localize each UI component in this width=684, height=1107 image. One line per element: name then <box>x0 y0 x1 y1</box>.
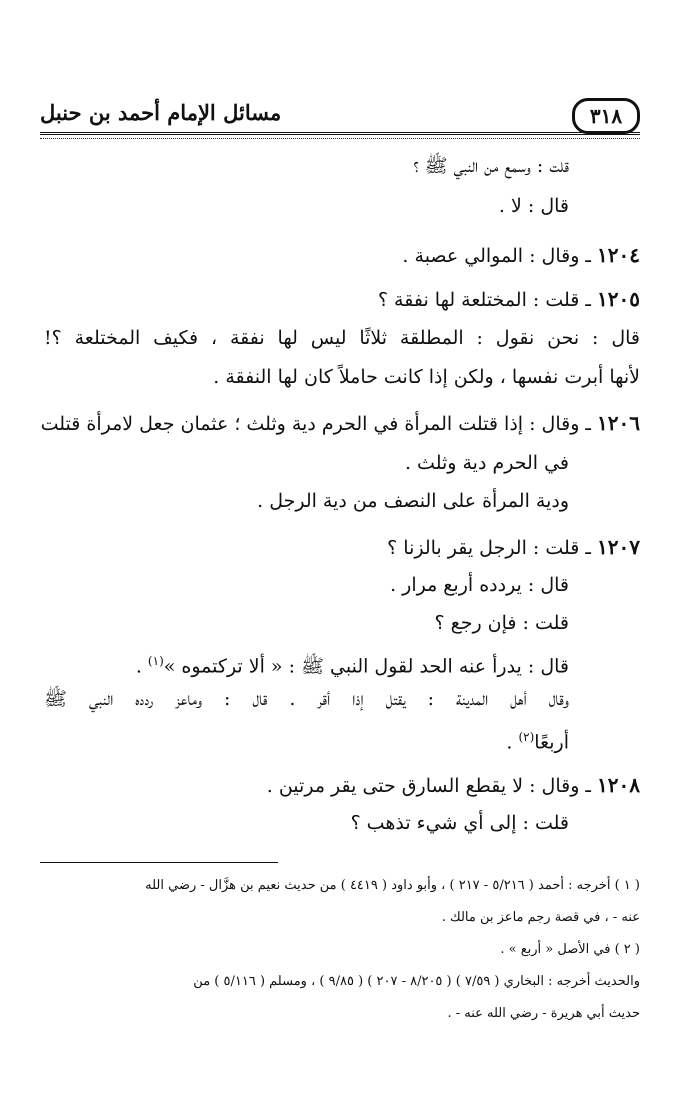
text-line: لأنها أبرت نفسها ، ولكن إذا كانت حاملاً كان لها النفقة . <box>213 366 640 388</box>
text-line: قلت : وسمع من النبي ﷺ ؟ <box>413 155 569 177</box>
entry-1206: ١٢٠٦ ـ وقال : إذا قتلت المرأة في الحرم دية وثلث ؛ عثمان جعل لامرأة قتلت <box>40 411 640 435</box>
footnote-line: ( ٢ ) في الأصل « أربع » . <box>500 942 640 957</box>
text-line: ودية المرأة على النصف من دية الرجل . <box>257 490 569 512</box>
entry-1205: ١٢٠٥ ـ قلت : المختلعة لها نفقة ؟ <box>377 287 640 311</box>
footnote-line: حديث أبي هريرة - رضي الله عنه - . <box>447 1006 640 1021</box>
footnote-rule <box>40 862 278 863</box>
footnote-line: عنه - ، في قصة رجم ماعز بن مالك . <box>441 910 640 925</box>
entry-1204: ١٢٠٤ ـ وقال : الموالي عصبة . <box>402 243 640 267</box>
entry-1207: ١٢٠٧ ـ قلت : الرجل يقر بالزنا ؟ <box>387 535 640 559</box>
entry-number: ١٢٠٤ <box>597 243 640 267</box>
text-line: وقال أهل المدينة : يقتل إذا أقر . قال : وماعز ردده النبي ﷺ <box>44 688 569 710</box>
header-rule <box>40 132 640 135</box>
text-line: قلت : فإن رجع ؟ <box>434 612 569 634</box>
text-line: قلت : إلى أي شيء تذهب ؟ <box>350 812 569 834</box>
running-title: مسائل الإمام أحمد بن حنبل <box>40 100 282 125</box>
text-line: قال : لا . <box>498 195 569 217</box>
entry-number: ١٢٠٥ <box>597 287 640 311</box>
page-number: ٣١٨ <box>572 98 640 134</box>
header-rule-dotted <box>40 138 640 139</box>
footnote-line: ( ١ ) أخرجه : أحمد ( ٥/٢١٦ - ٢١٧ ) ، وأبو داود ( ٤٤١٩ ) من حديث نعيم بن هزَّال - رضي الله <box>145 878 640 893</box>
text-line: قال : يدرأ عنه الحد لقول النبي ﷺ : « ألا تركتموه »$^{(١)}$ . <box>135 654 569 678</box>
text-line: قال : يردده أربع مرار . <box>390 574 569 596</box>
footnote-ref-2: (٢) <box>518 730 535 744</box>
footnote-ref-1: (١) <box>147 654 164 668</box>
entry-1208: ١٢٠٨ ـ وقال : لا يقطع السارق حتى يقر مرتين . <box>266 773 640 797</box>
entry-number: ١٢٠٨ <box>597 773 640 797</box>
text-line: قال : نحن نقول : المطلقة ثلاثًا ليس لها نفقة ، فكيف المختلعة ؟! <box>44 327 640 349</box>
entry-number: ١٢٠٧ <box>597 535 640 559</box>
text-line-body: أربعًا <box>534 731 569 754</box>
text-line: في الحرم دية وثلث . <box>404 452 569 474</box>
entry-number: ١٢٠٦ <box>597 411 640 435</box>
text-line: أربعًا$^{(٢)}$ . <box>506 730 569 754</box>
footnote-line: والحديث أخرجه : البخاري ( ٧/٥٩ ) ( ٨/٢٠٥ - ٢٠٧ ) ( ٩/٨٥ ) ، ومسلم ( ٥/١١٦ ) من <box>193 974 640 989</box>
page-header <box>40 98 640 134</box>
text-line-body: قال : يدرأ عنه الحد لقول النبي ﷺ : « ألا تركتموه » <box>163 655 569 678</box>
